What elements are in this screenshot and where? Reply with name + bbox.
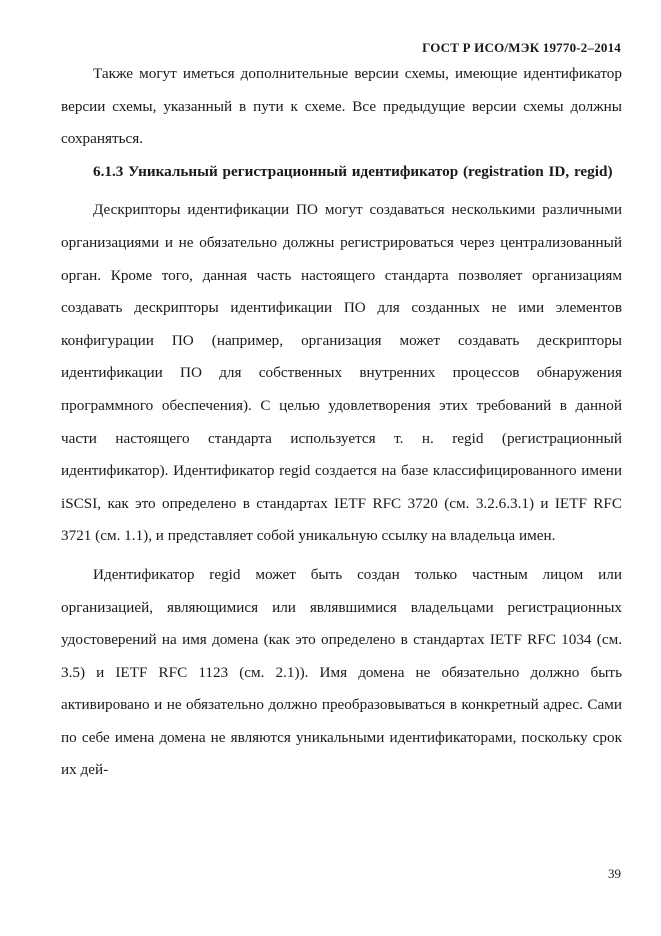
page-number: 39: [608, 866, 621, 881]
paragraph-regid-purpose: Дескрипторы идентификации ПО могут создаваться несколькими различными организациями и не обязательно должны регистрироваться через централизованный орган. Кроме того, данная часть настоящего стандарта позволяет организациям создавать дескрипторы идентификации ПО для созданных не ими элементов конфигурации ПО (например, организация может создавать дескрипторы идентификации ПО для собственных внутренних процессов обнаружения программного обеспечения). С целью удовлетворения этих требований в данной части настоящего стандарта используется т. н. regid (регистрационный идентификатор). Идентификатор regid создается на базе классифицированного имени iSCSI, как это определено в стандартах IETF RFC 3720 (см. 3.2.6.3.1) и IETF RFC 3721 (см. 1.1), и представляет собой уникальную ссылку на владельца имен.: [61, 201, 622, 545]
page-body: [61, 58, 622, 787]
paragraph-regid-creation: Идентификатор regid может быть создан только частным лицом или организацией, являющимися или являвшимися владельцами регистрационных удостоверений на имя домена (как это определено в стандартах IETF RFC 1034 (см. 3.5) и IETF RFC 1123 (см. 2.1)). Имя домена не обязательно должно быть активировано и не обязательно должно преобразовываться в конкретный адрес. Сами по себе имена домена не являются уникальными идентификаторами, поскольку срок их дей-: [61, 565, 622, 779]
section-heading-6-1-3: 6.1.3 Уникальный регистрационный идентификатор (registration ID, regid): [93, 162, 613, 180]
document-header: ГОСТ Р ИСО/МЭК 19770-2–2014: [422, 40, 621, 55]
paragraph-schema-versions: Также могут иметься дополнительные версии схемы, имеющие идентификатор версии схемы, указанный в пути к схеме. Все предыдущие версии схемы должны сохраняться.: [61, 65, 622, 148]
